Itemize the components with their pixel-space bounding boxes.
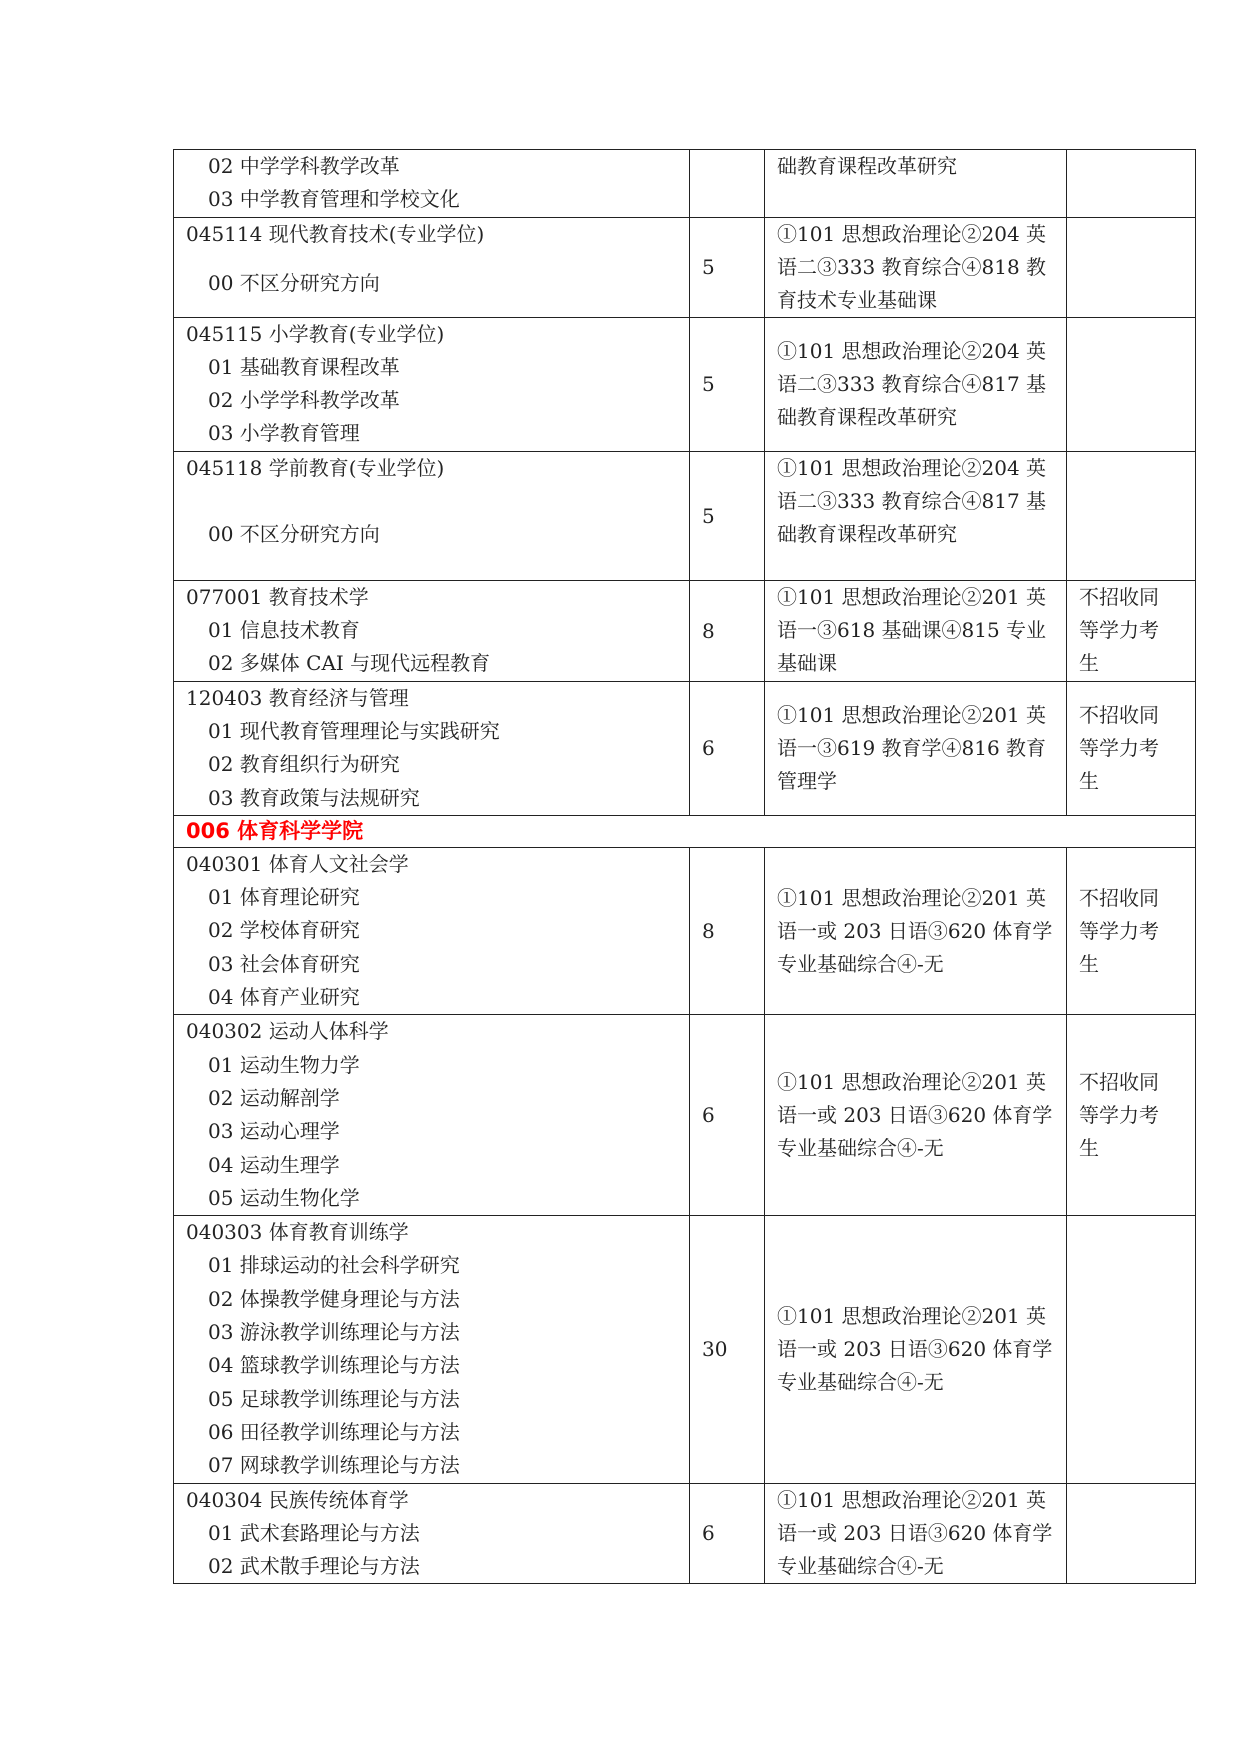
exam-line: ①101 思想政治理论②201 英 [777, 885, 1047, 910]
program-code-title: 045115 小学教育(专业学位) [186, 321, 445, 346]
note-line: 不招收同 [1079, 885, 1159, 910]
exam-line: 管理学 [777, 768, 837, 793]
enrollment-cell: 5 [690, 451, 765, 580]
exam-cell [765, 847, 1067, 1014]
direction-item: 02 学校体育研究 [208, 918, 360, 943]
exam-cell [765, 1483, 1067, 1584]
exam-cell [765, 1216, 1067, 1483]
direction-item: 03 小学教育管理 [208, 421, 360, 446]
section-cell [174, 815, 1196, 847]
notes-cell [1067, 317, 1196, 451]
exam-line: 专业基础综合④-无 [777, 951, 944, 976]
program-code-title: 040301 体育人文社会学 [186, 851, 409, 876]
direction-item: 03 运动心理学 [208, 1119, 340, 1144]
exam-line: 语一或 203 日语③620 体育学 [777, 1520, 1053, 1545]
program-table [173, 149, 1196, 1584]
notes-cell [1067, 150, 1196, 218]
table-row [174, 1216, 1196, 1483]
exam-line: ①101 思想政治理论②201 英 [777, 1487, 1047, 1512]
direction-item: 01 信息技术教育 [208, 618, 360, 643]
program-code-title: 040303 体育教育训练学 [186, 1220, 409, 1245]
program-code-title: 120403 教育经济与管理 [186, 685, 409, 710]
note-line: 等学力考 [1079, 618, 1159, 643]
note-line: 生 [1079, 951, 1099, 976]
enrollment-cell: 5 [690, 217, 765, 317]
program-cell [174, 150, 690, 218]
direction-item: 02 体操教学健身理论与方法 [208, 1286, 460, 1311]
direction-item: 05 运动生物化学 [208, 1185, 360, 1210]
exam-line: 语一或 203 日语③620 体育学 [777, 1102, 1053, 1127]
program-code-title: 077001 教育技术学 [186, 584, 369, 609]
direction-item: 06 田径教学训练理论与方法 [208, 1419, 460, 1444]
direction-item: 01 武术套路理论与方法 [208, 1520, 420, 1545]
exam-line: 专业基础综合④-无 [777, 1369, 944, 1394]
enrollment-cell: 6 [690, 1015, 765, 1216]
exam-line: 语二③333 教育综合④817 基 [777, 371, 1047, 396]
enrollment-cell: 6 [690, 681, 765, 815]
direction-item: 03 社会体育研究 [208, 951, 360, 976]
exam-cell [765, 1015, 1067, 1216]
notes-cell [1067, 217, 1196, 317]
direction-item: 01 基础教育课程改革 [208, 354, 400, 379]
direction-item: 01 运动生物力学 [208, 1052, 360, 1077]
exam-line: ①101 思想政治理论②204 英 [777, 338, 1047, 363]
exam-line: 语一或 203 日语③620 体育学 [777, 918, 1053, 943]
table-row [174, 217, 1196, 317]
direction-item: 02 多媒体 CAI 与现代远程教育 [208, 651, 491, 676]
enrollment-cell [690, 150, 765, 218]
exam-line: 语一③619 教育学④816 教育 [777, 735, 1047, 760]
note-line: 生 [1079, 1135, 1099, 1160]
direction-item: 03 游泳教学训练理论与方法 [208, 1320, 460, 1345]
exam-line: 语一③618 基础课④815 专业 [777, 618, 1047, 643]
enrollment-cell: 8 [690, 847, 765, 1014]
exam-line: 础教育课程改革研究 [777, 521, 957, 546]
direction-item: 05 足球教学训练理论与方法 [208, 1386, 460, 1411]
exam-cell [765, 451, 1067, 580]
direction-item: 02 运动解剖学 [208, 1085, 340, 1110]
direction-item: 04 篮球教学训练理论与方法 [208, 1353, 460, 1378]
section-row [174, 815, 1196, 847]
table-row [174, 451, 1196, 580]
exam-line: ①101 思想政治理论②201 英 [777, 1303, 1047, 1328]
exam-cell [765, 217, 1067, 317]
program-code-title: 040302 运动人体科学 [186, 1019, 389, 1044]
table-row [174, 1483, 1196, 1584]
program-code-title: 040304 民族传统体育学 [186, 1487, 409, 1512]
note-line: 不招收同 [1079, 702, 1159, 727]
program-code-title: 045118 学前教育(专业学位) [186, 455, 445, 480]
exam-line: 语二③333 教育综合④817 基 [777, 488, 1047, 513]
notes-cell [1067, 451, 1196, 580]
exam-line: 专业基础综合④-无 [777, 1135, 944, 1160]
enrollment-cell: 30 [690, 1216, 765, 1483]
direction-item: 02 中学学科教学改革 [208, 154, 400, 178]
note-line: 不招收同 [1079, 585, 1159, 610]
program-cell [174, 317, 690, 451]
table-row [174, 847, 1196, 1014]
direction-item: 04 体育产业研究 [208, 985, 360, 1010]
table-row [174, 1015, 1196, 1216]
program-cell [174, 217, 690, 317]
direction-item: 01 现代教育管理理论与实践研究 [208, 718, 500, 743]
table-row [174, 150, 1196, 218]
enrollment-cell: 8 [690, 580, 765, 681]
notes-cell [1067, 1216, 1196, 1483]
exam-line: ①101 思想政治理论②201 英 [777, 585, 1047, 610]
program-cell [174, 451, 690, 580]
direction-item: 03 中学教育管理和学校文化 [208, 187, 460, 212]
exam-line: 语一或 203 日语③620 体育学 [777, 1336, 1053, 1361]
direction-item: 01 排球运动的社会科学研究 [208, 1253, 460, 1278]
direction-item: 00 不区分研究方向 [208, 270, 380, 295]
direction-item: 02 武术散手理论与方法 [208, 1554, 420, 1579]
notes-cell [1067, 1483, 1196, 1584]
direction-item: 04 运动生理学 [208, 1152, 340, 1177]
note-line: 等学力考 [1079, 735, 1159, 760]
exam-line: ①101 思想政治理论②204 英 [777, 221, 1047, 246]
section-title: 006 体育科学学院 [186, 818, 364, 843]
program-cell [174, 1015, 690, 1216]
direction-item: 02 小学学科教学改革 [208, 388, 400, 413]
exam-line: 育技术专业基础课 [777, 287, 937, 312]
notes-cell [1067, 580, 1196, 681]
direction-item: 02 教育组织行为研究 [208, 752, 400, 777]
direction-item: 03 教育政策与法规研究 [208, 785, 420, 810]
direction-item: 00 不区分研究方向 [208, 522, 380, 547]
program-cell [174, 681, 690, 815]
enrollment-cell: 6 [690, 1483, 765, 1584]
table-row [174, 580, 1196, 681]
program-cell [174, 847, 690, 1014]
note-line: 生 [1079, 768, 1099, 793]
note-line: 生 [1079, 651, 1099, 676]
notes-cell [1067, 847, 1196, 1014]
notes-cell [1067, 1015, 1196, 1216]
program-cell [174, 1483, 690, 1584]
note-line: 等学力考 [1079, 1102, 1159, 1127]
exam-line: 专业基础综合④-无 [777, 1553, 944, 1578]
note-line: 等学力考 [1079, 918, 1159, 943]
exam-line: 语二③333 教育综合④818 教 [777, 254, 1047, 279]
exam-cell [765, 150, 1067, 218]
notes-cell [1067, 681, 1196, 815]
exam-line: ①101 思想政治理论②204 英 [777, 455, 1047, 480]
table-row [174, 317, 1196, 451]
note-line: 不招收同 [1079, 1069, 1159, 1094]
exam-line: 础教育课程改革研究 [777, 154, 957, 178]
program-cell [174, 580, 690, 681]
direction-item: 01 体育理论研究 [208, 885, 360, 910]
exam-line: ①101 思想政治理论②201 英 [777, 702, 1047, 727]
exam-cell [765, 580, 1067, 681]
enrollment-cell: 5 [690, 317, 765, 451]
table-row [174, 681, 1196, 815]
program-cell [174, 1216, 690, 1483]
exam-cell [765, 681, 1067, 815]
program-code-title: 045114 现代教育技术(专业学位) [186, 221, 485, 246]
exam-line: ①101 思想政治理论②201 英 [777, 1069, 1047, 1094]
exam-line: 基础课 [777, 651, 837, 676]
exam-cell [765, 317, 1067, 451]
exam-line: 础教育课程改革研究 [777, 404, 957, 429]
direction-item: 07 网球教学训练理论与方法 [208, 1453, 460, 1478]
